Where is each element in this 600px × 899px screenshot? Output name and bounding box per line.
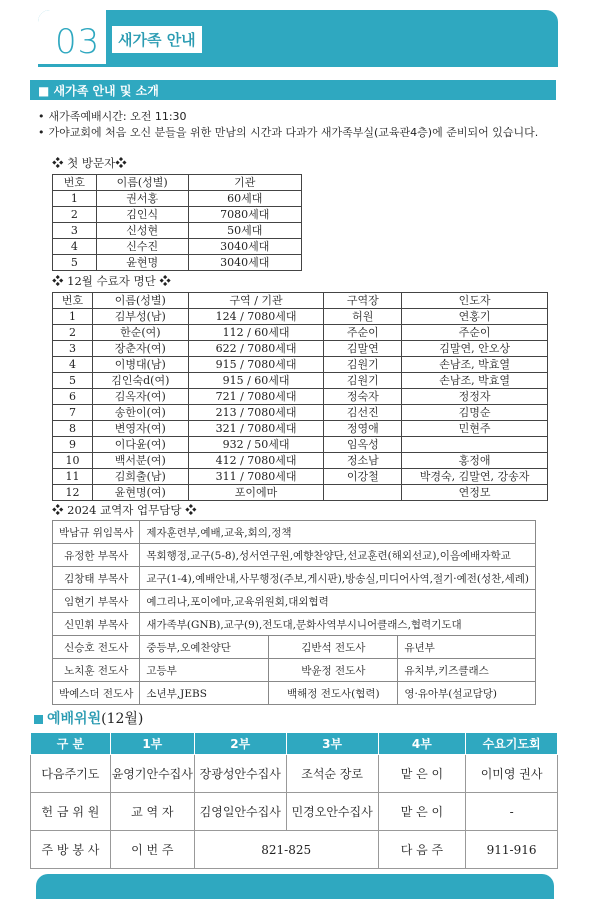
table-cell: 1 — [53, 309, 93, 325]
header-cell: 2부 — [194, 733, 286, 755]
table-cell: 1 — [53, 191, 97, 207]
table-cell: 김희출(남) — [92, 469, 188, 485]
table-cell: 8 — [53, 421, 93, 437]
duty-row — [53, 590, 536, 613]
staff-duty: 예그리나,포이에마,교육위원회,대외협력 — [140, 590, 536, 613]
completers-table — [52, 292, 548, 501]
square-icon — [34, 715, 43, 724]
table-cell: 홍정애 — [402, 453, 548, 469]
table-cell: 신성현 — [96, 223, 188, 239]
table-cell: - — [466, 793, 558, 831]
table-cell: 맡 은 이 — [378, 793, 466, 831]
intro-header-text: 새가족 안내 및 소개 — [53, 84, 159, 98]
staff-name: 박남규 위임목사 — [53, 521, 140, 544]
duty-row — [53, 521, 536, 544]
table-header-row — [53, 175, 302, 191]
table-cell: 정정자 — [402, 389, 548, 405]
table-cell: 김부성(남) — [92, 309, 188, 325]
staff-duty: 목회행정,교구(5-8),성서연구원,예향찬양단,선교훈련(해외선교),이음예배자학교 — [140, 544, 536, 567]
table-cell: 4 — [53, 239, 97, 255]
staff-duty: 중등부,오예찬양단 — [140, 636, 269, 659]
worship-title-sub: (12월) — [101, 711, 144, 727]
intro-header: ■ 새가족 안내 및 소개 — [30, 80, 556, 100]
table-row — [53, 341, 548, 357]
table-row — [53, 255, 302, 271]
staff-duty: 소년부,JEBS — [140, 682, 269, 705]
table-cell: 정숙자 — [324, 389, 402, 405]
table-cell: 7 — [53, 405, 93, 421]
worship-title-main: 예배위원 — [47, 711, 102, 727]
table-cell: 915 / 7080세대 — [188, 357, 324, 373]
staff-duty: 새가족부(GNB),교구(9),전도대,문화사역부시니어클래스,협력기도대 — [140, 613, 536, 636]
table-cell: 3040세대 — [188, 239, 302, 255]
header-cell: 이름(성별) — [96, 175, 188, 191]
table-cell: 연홍기 — [402, 309, 548, 325]
table-cell: 정소남 — [324, 453, 402, 469]
table-row — [53, 191, 302, 207]
header-cell: 구 분 — [31, 733, 111, 755]
table-cell: 7080세대 — [188, 207, 302, 223]
table-cell: 124 / 7080세대 — [188, 309, 324, 325]
worship-row — [31, 793, 558, 831]
table-cell: 송한이(여) — [92, 405, 188, 421]
intro-bullet: • 새가족예배시간: 오전 11:30 — [38, 109, 558, 125]
table-cell: 915 / 60세대 — [188, 373, 324, 389]
table-row — [53, 325, 548, 341]
footer-bar — [36, 874, 554, 899]
staff-duty: 영·유아부(설교담당) — [398, 682, 536, 705]
table-cell: 311 / 7080세대 — [188, 469, 324, 485]
header-cell: 기관 — [188, 175, 302, 191]
header-cell: 4부 — [378, 733, 466, 755]
table-cell: 민현주 — [402, 421, 548, 437]
table-cell: 11 — [53, 469, 93, 485]
staff-name: 김반석 전도사 — [269, 636, 398, 659]
table-cell: 윤현명 — [96, 255, 188, 271]
service-next-week: 다 음 주 — [378, 831, 466, 869]
table-cell: 932 / 50세대 — [188, 437, 324, 453]
table-row — [53, 405, 548, 421]
table-row — [53, 357, 548, 373]
staff-duty: 유치부,키즈클래스 — [398, 659, 536, 682]
header-cell: 3부 — [286, 733, 378, 755]
table-cell: 신수진 — [96, 239, 188, 255]
table-cell: 김인숙d(여) — [92, 373, 188, 389]
table-cell: 장광성안수집사 — [194, 755, 286, 793]
table-row — [53, 437, 548, 453]
table-cell: 연정모 — [402, 485, 548, 501]
header-cell: 이름(성별) — [92, 293, 188, 309]
table-cell: 김말연, 안오상 — [402, 341, 548, 357]
table-cell: 3 — [53, 341, 93, 357]
table-cell: 3 — [53, 223, 97, 239]
table-row — [53, 239, 302, 255]
table-cell: 조석순 장로 — [286, 755, 378, 793]
duties-table — [52, 520, 536, 705]
table-cell: 윤영기안수집사 — [110, 755, 194, 793]
table-cell: 윤현명(여) — [92, 485, 188, 501]
staff-duty: 제자훈련부,예배,교육,회의,정책 — [140, 521, 536, 544]
table-cell: 213 / 7080세대 — [188, 405, 324, 421]
table-cell: 622 / 7080세대 — [188, 341, 324, 357]
table-cell — [324, 485, 402, 501]
service-label: 주 방 봉 사 — [31, 831, 111, 869]
table-cell: 이다윤(여) — [92, 437, 188, 453]
table-cell: 맡 은 이 — [378, 755, 466, 793]
staff-duty: 고등부 — [140, 659, 269, 682]
staff-name: 박윤정 전도사 — [269, 659, 398, 682]
header-underline — [38, 64, 558, 67]
table-cell: 주순이 — [324, 325, 402, 341]
table-cell: 321 / 7080세대 — [188, 421, 324, 437]
duty-row — [53, 659, 536, 682]
intro-bullet: • 가야교회에 처음 오신 분들을 위한 만남의 시간과 다과가 새가족부실(교육관4층)에 준비되어 있습니다. — [38, 125, 558, 141]
table-cell: 백서분(여) — [92, 453, 188, 469]
duty-row — [53, 636, 536, 659]
header-cell: 번호 — [53, 293, 93, 309]
table-row — [53, 223, 302, 239]
staff-name: 백해정 전도사(협력) — [269, 682, 398, 705]
table-row — [53, 421, 548, 437]
first-visitors-title: ❖ 첫 방문자❖ — [52, 156, 127, 170]
table-cell: 9 — [53, 437, 93, 453]
table-cell: 장춘자(여) — [92, 341, 188, 357]
duties-title: ❖ 2024 교역자 업무담당 ❖ — [52, 503, 197, 517]
table-cell: 3040세대 — [188, 255, 302, 271]
header-cell: 구역장 — [324, 293, 402, 309]
first-visitors-table — [52, 174, 302, 271]
worship-title — [34, 708, 143, 728]
section-title: 새가족 안내 — [112, 26, 202, 53]
intro-bullets — [38, 109, 558, 141]
table-cell: 김영일안수집사 — [194, 793, 286, 831]
table-cell: 박경숙, 김말연, 강송자 — [402, 469, 548, 485]
duty-row — [53, 544, 536, 567]
table-cell: 교 역 자 — [110, 793, 194, 831]
table-cell: 4 — [53, 357, 93, 373]
table-cell: 412 / 7080세대 — [188, 453, 324, 469]
table-header-row — [53, 293, 548, 309]
table-cell: 이강철 — [324, 469, 402, 485]
table-row — [53, 389, 548, 405]
table-cell: 포이에마 — [188, 485, 324, 501]
table-cell: 김옥자(여) — [92, 389, 188, 405]
table-cell: 이병대(남) — [92, 357, 188, 373]
table-cell: 112 / 60세대 — [188, 325, 324, 341]
duty-row — [53, 682, 536, 705]
table-cell: 손남조, 박효열 — [402, 373, 548, 389]
table-row — [53, 373, 548, 389]
table-cell: 민경오안수집사 — [286, 793, 378, 831]
worship-header-row — [31, 733, 558, 755]
table-cell — [402, 437, 548, 453]
service-this-week: 이 번 주 — [110, 831, 194, 869]
table-cell: 2 — [53, 207, 97, 223]
table-cell: 이미영 권사 — [466, 755, 558, 793]
header-cell: 수요기도회 — [466, 733, 558, 755]
table-cell: 2 — [53, 325, 93, 341]
duty-row — [53, 567, 536, 590]
staff-name: 유정한 부목사 — [53, 544, 140, 567]
table-row — [53, 453, 548, 469]
table-cell: 허원 — [324, 309, 402, 325]
header-cell: 번호 — [53, 175, 97, 191]
table-cell: 다음주기도 — [31, 755, 111, 793]
table-cell: 김인식 — [96, 207, 188, 223]
table-row — [53, 485, 548, 501]
table-cell: 60세대 — [188, 191, 302, 207]
table-row — [53, 309, 548, 325]
kitchen-service-row — [31, 831, 558, 869]
staff-name: 노치훈 전도사 — [53, 659, 140, 682]
table-cell: 한순(여) — [92, 325, 188, 341]
table-cell: 주순이 — [402, 325, 548, 341]
section-number: 03 — [55, 22, 101, 62]
table-cell: 5 — [53, 255, 97, 271]
table-cell: 김명순 — [402, 405, 548, 421]
table-cell: 6 — [53, 389, 93, 405]
table-cell: 변영자(여) — [92, 421, 188, 437]
table-row — [53, 469, 548, 485]
table-cell: 정영애 — [324, 421, 402, 437]
table-cell: 손남조, 박효열 — [402, 357, 548, 373]
table-cell: 임옥성 — [324, 437, 402, 453]
table-cell: 권서홍 — [96, 191, 188, 207]
table-cell: 721 / 7080세대 — [188, 389, 324, 405]
service-range-next-week: 911-916 — [466, 831, 558, 869]
staff-name: 김창태 부목사 — [53, 567, 140, 590]
header-cell: 인도자 — [402, 293, 548, 309]
table-cell: 10 — [53, 453, 93, 469]
staff-name: 신승호 전도사 — [53, 636, 140, 659]
table-cell: 김말연 — [324, 341, 402, 357]
table-row — [53, 207, 302, 223]
worship-row — [31, 755, 558, 793]
table-cell: 헌 금 위 원 — [31, 793, 111, 831]
completers-title: ❖ 12월 수료자 명단 ❖ — [52, 274, 171, 288]
table-cell: 김원기 — [324, 357, 402, 373]
table-cell: 12 — [53, 485, 93, 501]
header-cell: 1부 — [110, 733, 194, 755]
staff-name: 임현기 부목사 — [53, 590, 140, 613]
service-range-this-week: 821-825 — [194, 831, 378, 869]
table-cell: 5 — [53, 373, 93, 389]
table-cell: 50세대 — [188, 223, 302, 239]
worship-table — [30, 732, 558, 869]
staff-duty: 교구(1-4),예배안내,사무행정(주보,게시판),방송실,미디어사역,절기·예전(성찬,세례) — [140, 567, 536, 590]
header-cell: 구역 / 기관 — [188, 293, 324, 309]
table-cell: 김원기 — [324, 373, 402, 389]
staff-name: 박예스더 전도사 — [53, 682, 140, 705]
duty-row — [53, 613, 536, 636]
staff-duty: 유년부 — [398, 636, 536, 659]
staff-name: 신민휘 부목사 — [53, 613, 140, 636]
table-cell: 김선진 — [324, 405, 402, 421]
